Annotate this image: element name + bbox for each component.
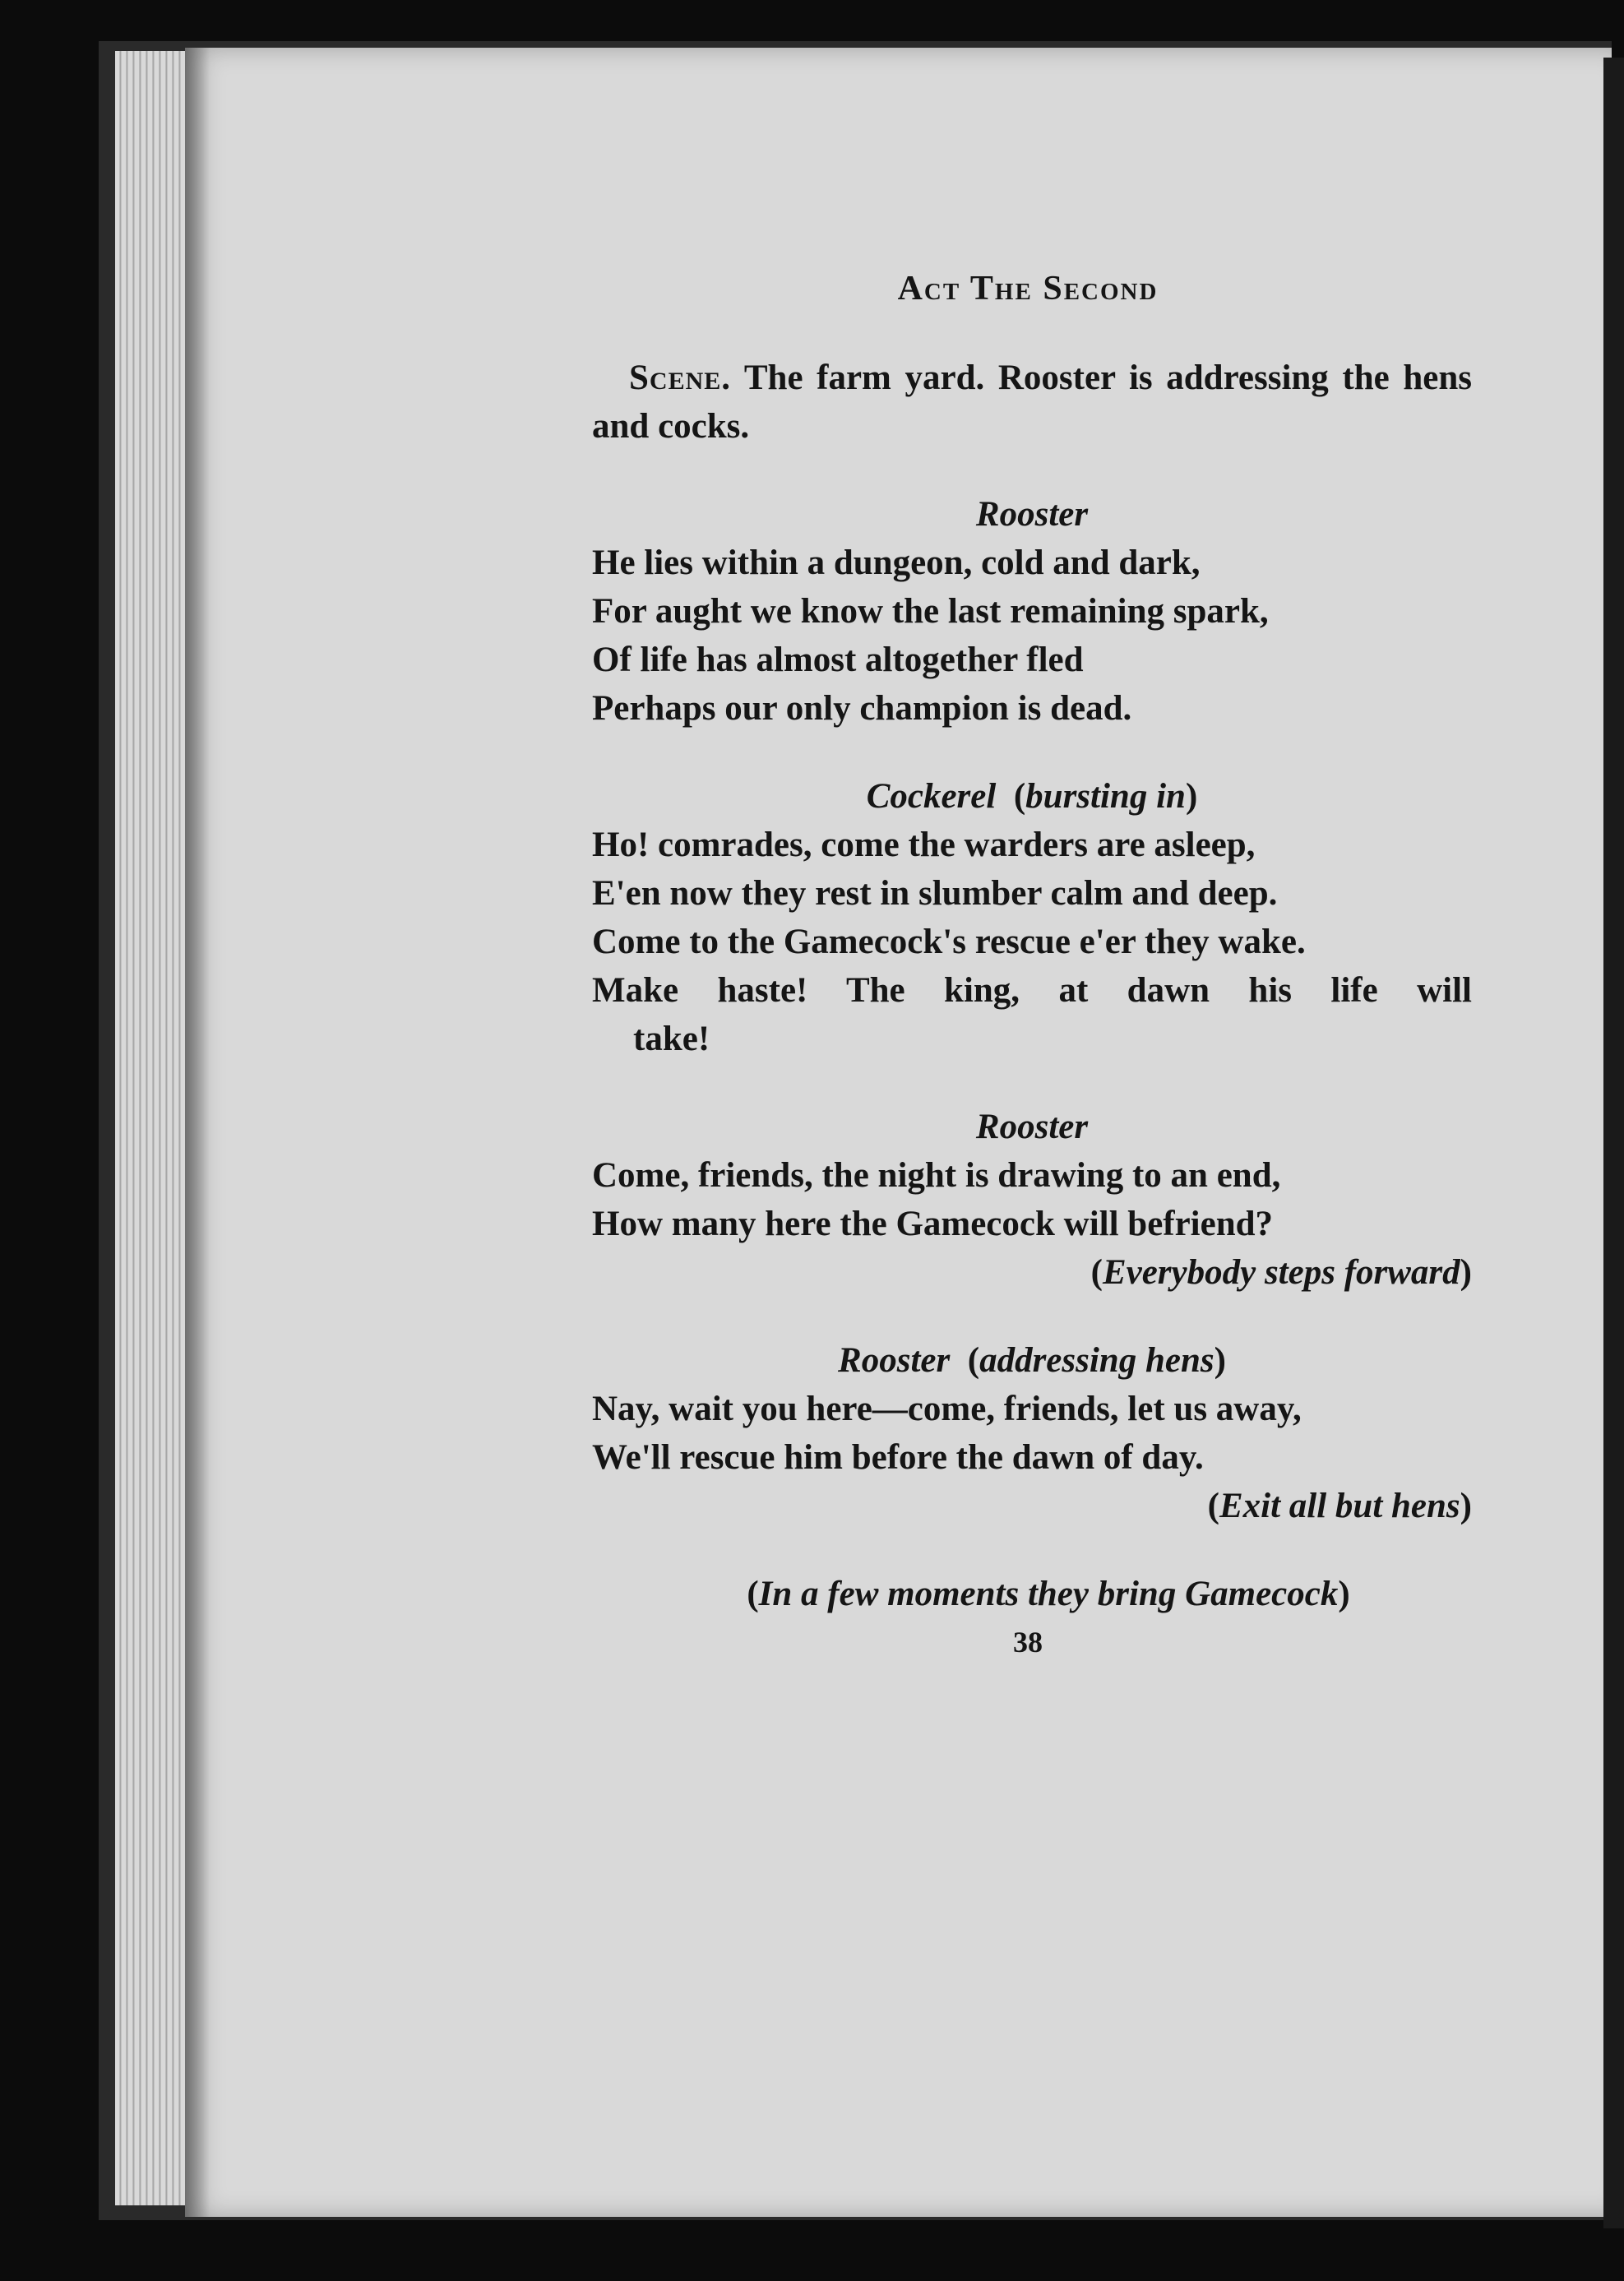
- stage-direction-text: Exit all but hens: [1219, 1487, 1460, 1525]
- closing-direction-text: In a few moments they bring Gamecock: [758, 1575, 1339, 1613]
- verse-line: E'en now they rest in slumber calm and deep.: [592, 874, 1278, 913]
- verse-block: [592, 1385, 1472, 1482]
- verse-line: We'll rescue him before the dawn of day.: [592, 1438, 1204, 1477]
- speaker-heading: Rooster (addressing hens): [838, 1341, 1226, 1380]
- speaker-name: Rooster: [975, 1108, 1089, 1146]
- act-title: Act The Second: [897, 270, 1159, 308]
- verse-line: Make haste! The king, at dawn his life will: [592, 971, 1472, 1010]
- cover-edge: [1603, 58, 1624, 2228]
- scene-text: The farm yard. Rooster is addressing the hens and cocks.: [592, 359, 1472, 446]
- speaker-heading: [592, 490, 1472, 539]
- verse-line: Come to the Gamecock's rescue e'er they wake.: [592, 923, 1306, 961]
- speaker-heading: [592, 1103, 1472, 1151]
- verse-line: He lies within a dungeon, cold and dark,: [592, 544, 1201, 582]
- verse-line: Ho! comrades, come the warders are asleep,: [592, 826, 1256, 864]
- speaker-heading: Cockerel (bursting in): [866, 777, 1198, 816]
- spine-shadow: [185, 48, 210, 2217]
- page-text: [592, 247, 1472, 1667]
- scene-label: Scene.: [629, 359, 732, 397]
- verse-line: Perhaps our only champion is dead.: [592, 689, 1132, 728]
- verse-line: Nay, wait you here—come, friends, let us away,: [592, 1390, 1302, 1428]
- verse-line: Of life has almost altogether fled: [592, 641, 1084, 679]
- verse-line: How many here the Gamecock will befriend?: [592, 1205, 1274, 1243]
- stage-direction: (Everybody steps forward): [1090, 1253, 1472, 1292]
- stage-direction-text: Everybody steps forward: [1102, 1253, 1460, 1292]
- scene-description: [592, 354, 1472, 451]
- verse-line: For aught we know the last remaining spark,: [592, 592, 1269, 631]
- verse-block: [592, 1151, 1472, 1248]
- speaker-name: Rooster: [838, 1341, 951, 1380]
- speaker-direction: bursting in: [1025, 777, 1186, 816]
- stage-direction: (Exit all but hens): [1207, 1487, 1472, 1525]
- verse-block: [592, 539, 1472, 733]
- closing-stage-direction: (In a few moments they bring Gamecock): [747, 1575, 1350, 1613]
- page-number: 38: [1013, 1626, 1043, 1659]
- speaker-name: Rooster: [975, 495, 1089, 534]
- verse-block: [592, 821, 1472, 1063]
- speaker-direction: addressing hens: [979, 1341, 1215, 1380]
- verse-line: Come, friends, the night is drawing to an end,: [592, 1156, 1281, 1195]
- speaker-name: Cockerel: [866, 777, 997, 816]
- verse-line-continuation: take!: [633, 1020, 710, 1058]
